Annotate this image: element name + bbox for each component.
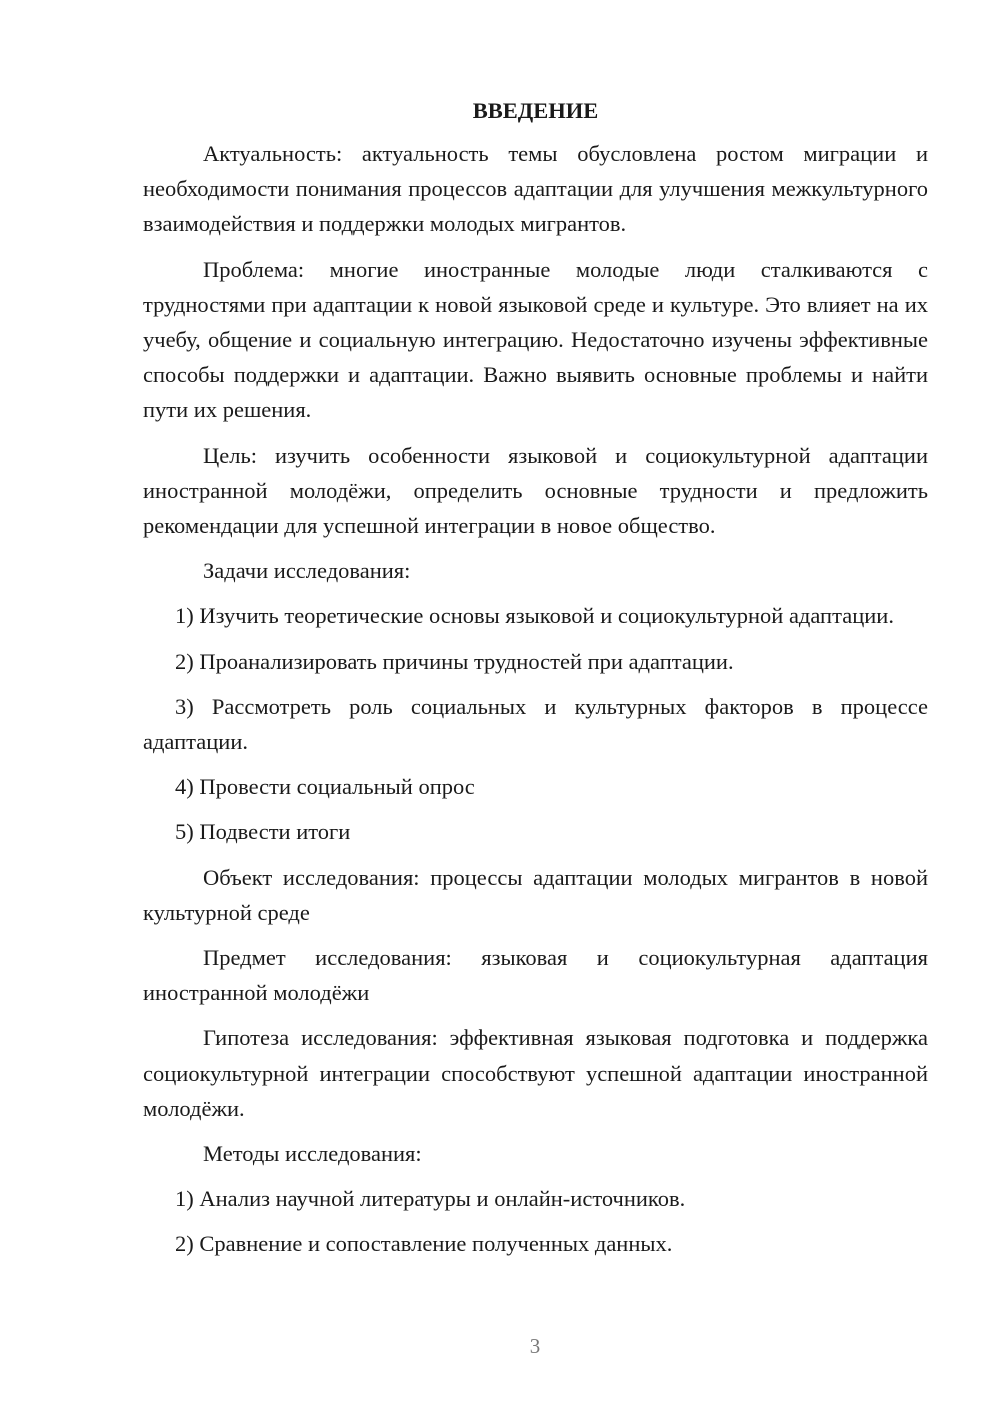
subject-paragraph: Предмет исследования: языковая и социокультурная адаптация иностранной молодёжи [143,945,928,1006]
section-title: ВВЕДЕНИЕ [472,98,599,123]
task-item: 3) Рассмотреть роль социальных и культурных факторов в процессе адаптации. [143,693,928,755]
method-item: 2) Сравнение и сопоставление полученных данных. [175,1231,673,1257]
tasks-heading: Задачи исследования: [203,558,411,584]
task-item: 5) Подвести итоги [175,819,351,845]
hypothesis-paragraph: Гипотеза исследования: эффективная языковая подготовка и поддержка социокультурной интеграции способствуют успешной адаптации иностранной молодёжи. [143,1025,928,1121]
page-number: 3 [529,1334,541,1358]
task-item: 4) Провести социальный опрос [175,774,475,800]
goal-paragraph: Цель: изучить особенности языковой и социокультурной адаптации иностранной молодёжи, определить основные трудности и предложить рекомендации для успешной интеграции в новое общество. [143,442,928,539]
relevance-paragraph: Актуальность: актуальность темы обусловлена ростом миграции и необходимости понимания процессов адаптации для улучшения межкультурного взаимодействия и поддержки молодых мигрантов. [143,141,928,237]
method-item: 1) Анализ научной литературы и онлайн-источников. [175,1186,686,1212]
methods-heading: Методы исследования: [203,1141,422,1167]
object-paragraph: Объект исследования: процессы адаптации молодых мигрантов в новой культурной среде [143,864,928,925]
problem-paragraph: Проблема: многие иностранные молодые люди сталкиваются с трудностями при адаптации к новой языковой среде и культуре. Это влияет на их учебу, общение и социальную интеграцию. Недостаточно изучены эффективные способы поддержки и адаптации. Важно выявить основные проблемы и найти пути их решения. [143,256,928,423]
document-body [143,96,928,1272]
task-item: 2) Проанализировать причины трудностей при адаптации. [175,648,734,674]
task-item: 1) Изучить теоретические основы языковой и социокультурной адаптации. [175,603,894,629]
